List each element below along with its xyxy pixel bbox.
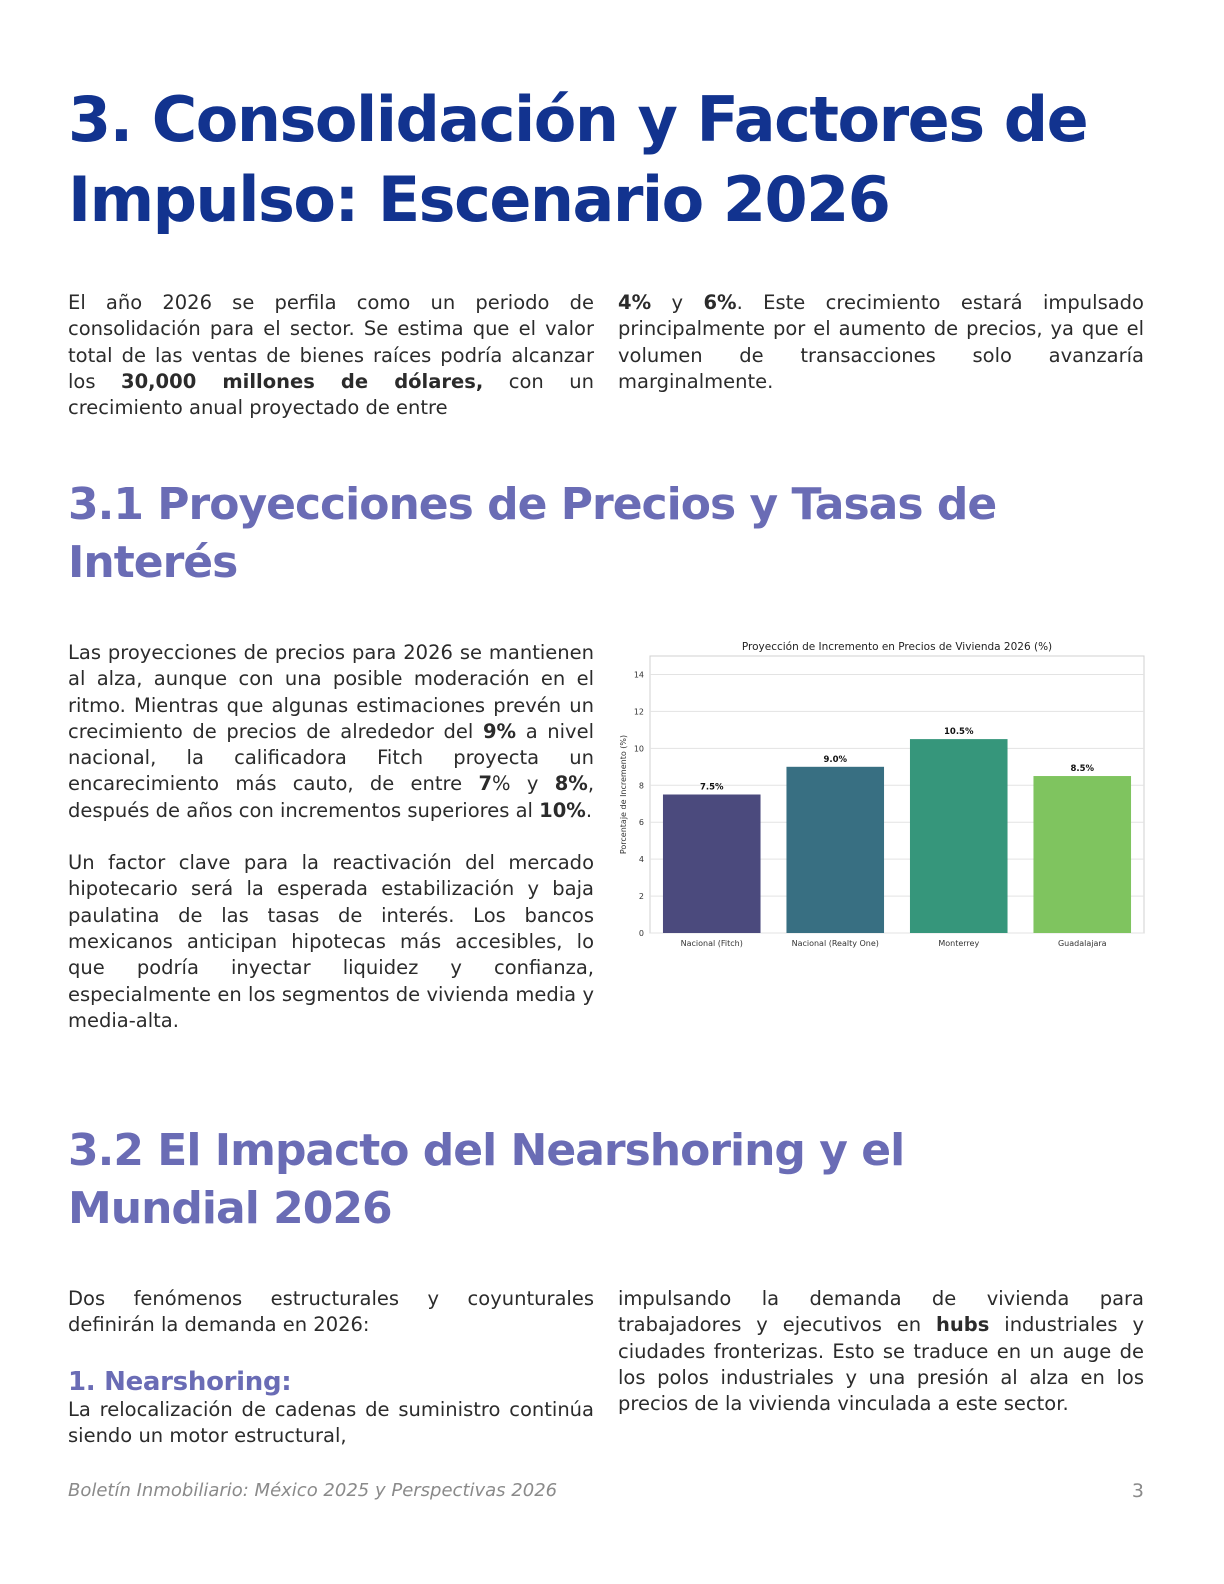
section-3-1-body	[68, 640, 594, 1034]
y-tick-label: 14	[633, 670, 644, 680]
intro-bold-amount: 30,000 millones de dólares,	[121, 369, 484, 393]
y-tick-label: 4	[638, 855, 644, 865]
intro-text: . Este crecimiento estará impulsado principalmente por el aumento de precios, ya que el volumen de transacciones solo avanzaría marginalmente.	[618, 291, 1144, 393]
intro-text: El año 2026 se perfila como un periodo de consolidación para el sector. Se estima que el valor total de las ventas de bienes raíces podría alcanzar los	[68, 291, 594, 393]
section-3-title: 3. Consolidación y Factores de Impulso: Escenario 2026	[68, 83, 1088, 236]
data-label: 8.5%	[1070, 764, 1095, 775]
intro-text: y	[651, 291, 704, 314]
bold-hubs: hubs	[936, 1313, 990, 1337]
growth-min: 4%	[618, 291, 652, 314]
bold-value: 8%	[554, 772, 588, 796]
y-tick-label: 6	[638, 818, 644, 828]
text: industriales y ciudades fronterizas. Esto se traduce en un auge de los polos industriales y una presión al alza en los precios de la vivienda vinculada a este sector.	[618, 1313, 1144, 1416]
section-3-2-left	[68, 1286, 594, 1449]
bar-2	[786, 767, 884, 933]
text: impulsando la demanda de vivienda para trabajadores y ejecutivos en	[618, 1287, 1144, 1337]
x-tick-label: Nacional (Realty One)	[791, 939, 879, 948]
y-tick-label: 8	[638, 781, 644, 791]
paragraph-prices	[68, 640, 594, 824]
data-label: 7.5%	[699, 782, 724, 793]
y-tick-label: 0	[638, 929, 644, 938]
bold-value: 10%	[539, 798, 586, 822]
nearshoring-text-right	[618, 1286, 1144, 1417]
y-axis-label: Porcentaje de Incremento (%)	[619, 734, 628, 855]
intro-text: con un crecimiento anual proyectado de entre	[68, 369, 594, 420]
y-tick-label: 10	[633, 744, 644, 754]
bar-3	[910, 739, 1008, 933]
nearshoring-text-left: La relocalización de cadenas de suministro continúa siendo un motor estructural,	[68, 1397, 594, 1447]
section-3-2-intro: Dos fenómenos estructurales y coyunturales definirán la demanda en 2026:	[68, 1287, 594, 1337]
y-tick-label: 12	[633, 707, 644, 717]
y-tick-label: 2	[638, 892, 644, 902]
section-3-intro-right	[618, 290, 1144, 395]
text: % y	[492, 772, 555, 796]
chart-title: Proyección de Incremento en Precios de Vivienda 2026 (%)	[741, 641, 1053, 653]
bold-value: 9%	[482, 719, 517, 743]
data-label: 10.5%	[944, 727, 974, 738]
section-3-intro-left	[68, 290, 594, 421]
section-3-1-title: 3.1 Proyecciones de Precios y Tasas de Interés	[68, 479, 997, 588]
footer-title: Boletín Inmobiliario: México 2025 y Perspectivas 2026	[68, 1480, 558, 1501]
bar-chart	[614, 636, 1150, 952]
data-label: 9.0%	[823, 754, 848, 765]
price-projection-chart	[614, 636, 1150, 952]
x-tick-label: Nacional (Fitch)	[680, 939, 743, 948]
paragraph-rates: Un factor clave para la reactivación del mercado hipotecario será la esperada estabilización y baja paulatina de las tasas de interés. Los bancos mexicanos anticipan hipotecas más accesibles, lo que podría inyectar liquidez y confianza, especialmente en los segmentos de vivienda media y media-alta.	[68, 851, 594, 1032]
bold-value: 7	[478, 772, 493, 796]
bar-1	[663, 795, 761, 934]
x-tick-label: Monterrey	[938, 939, 980, 948]
text: .	[585, 798, 593, 822]
section-3-2-right	[618, 1286, 1144, 1417]
page-number: 3	[1131, 1480, 1144, 1502]
x-tick-label: Guadalajara	[1057, 939, 1107, 948]
nearshoring-subtitle: 1. Nearshoring:	[68, 1366, 292, 1397]
text: Las proyecciones de precios para 2026 se mantienen al alza, aunque con una posible moderación en el ritmo. Mientras que algunas estimaciones prevén un crecimiento de precios de alrededor del	[68, 641, 594, 743]
text: a nivel nacional, la calificadora Fitch proyecta un encarecimiento más cauto, de entre	[68, 719, 594, 796]
text: , después de años con incrementos superiores al	[68, 772, 595, 822]
section-3-2-title: 3.2 El Impacto del Nearshoring y el Mundial 2026	[68, 1125, 905, 1234]
growth-max: 6%	[703, 291, 737, 314]
bar-4	[1033, 776, 1131, 933]
